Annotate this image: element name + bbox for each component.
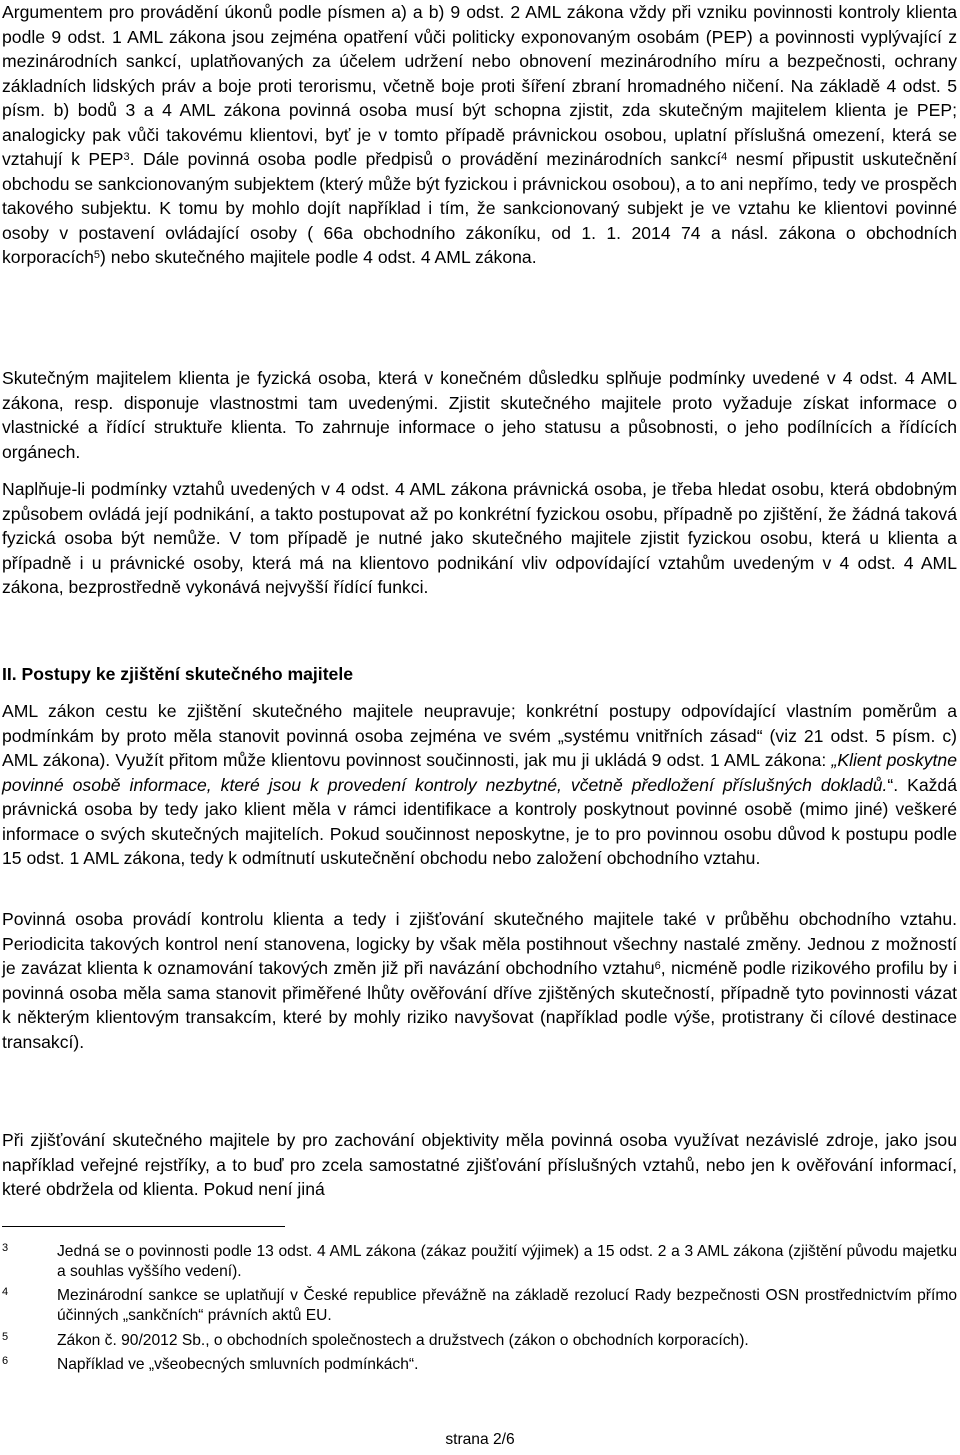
- footnote-text: Zákon č. 90/2012 Sb., o obchodních společnostech a družstvech (zákon o obchodních korporacích).: [57, 1332, 749, 1349]
- footnote-number: 4: [2, 1286, 9, 1298]
- paragraph-beneficial-owner-definition: Skutečným majitelem klienta je fyzická osoba, která v konečném důsledku splňuje podmínky uvedené v 4 odst. 4 AML zákona, resp. disponuje vlastnostmi tam uvedenými. Zjistit skutečného majitele proto vyžaduje získat informace o vlastnické a řídící struktuře klienta. To zahrnuje informace o jeho statusu a působnosti, o jeho podílnících a řídících orgánech.: [2, 368, 957, 462]
- paragraph-pep-sanctions: Argumentem pro provádění úkonů podle písmen a) a b) 9 odst. 2 AML zákona vždy při vzniku povinnosti kontroly klienta podle 9 odst. 1 AML zákona jsou zejména opatření vůči politicky exponovaným osobám (PEP) a povinnosti vyplývající z mezinárodních sankcí, uplatňovaných za účelem udržení nebo obnovení mezinárodního míru a bezpečnosti, ochrany základních lidských práv a boje proti terorismu, včetně boje proti šíření zbraní hromadného ničení. Na základě 4 odst. 5 písm. b) bodů 3 a 4 AML zákona povinná osoba musí být schopna zjistit, zda skutečným majitelem klienta je PEP; analogicky pak vůči takovému klientovi, byť je v tomto případě právnickou osobou, uplatní příslušná omezení, která se vztahují k PEP$^3$. Dále povinná osoba podle předpisů o provádění mezinárodních sankcí$^4$ nesmí připustit uskutečnění obchodu se sankcionovaným subjektem (který může být fyzickou i právnickou osobou), a to ani nepřímo, tedy ve prospěch takového subjektu. K tomu by mohlo dojít například i tím, že sankcionovaný subjekt je ve vztahu ke klientovi povinné osoby v postavení ovládající osoby ( 66a obchodního zákoníku, od 1. 1. 2014 74 a násl. zákona o obchodních korporacích$^5$) nebo skutečného majitele podle 4 odst. 4 AML zákona.: [2, 2, 957, 267]
- footnote-divider: [2, 1226, 285, 1227]
- footnote-ref-4[interactable]: 4: [721, 151, 728, 163]
- footnote-ref-5[interactable]: 5: [93, 249, 101, 261]
- footnote-ref-3[interactable]: 3: [123, 151, 130, 163]
- footnote-text: Například ve „všeobecných smluvních podmínkách“.: [57, 1356, 419, 1373]
- section-heading: II. Postupy ke zjištění skutečného majitele: [2, 664, 354, 684]
- paragraph-legal-person-owner: Naplňuje-li podmínky vztahů uvedených v 4 odst. 4 AML zákona právnická osoba, je třeba hledat osobu, která obdobným způsobem ovládá její podnikání, a takto postupovat až po konkrétní fyzickou osobu, případně po zjištění, že žádná taková fyzická osoba být nemůže. V tom případě je nutné jako skutečného majitele zjistit fyzickou osobu, která u klienta a případně i u právnické osoby, která má na klientovo podnikání vliv odpovídající vztahům uvedeným v 4 odst. 4 AML zákona, bezprostředně vykonává nejvyšší řídící funkci.: [2, 479, 957, 597]
- paragraph-procedures: AML zákon cestu ke zjištění skutečného majitele neupravuje; konkrétní postupy odpovídající vlastním poměrům a podmínkám by proto měla stanovit povinná osoba zejména ve svém „systému vnitřních zásad“ (viz 21 odst. 5 písm. c) AML zákona). Využít přitom může klientovu povinnost součinnosti, jak mu ji ukládá 9 odst. 1 AML zákona: „Klient poskytne povinné osobě informace, které jsou k provedení kontroly nezbytné, včetně předložení příslušných dokladů.“. Každá právnická osoba by tedy jako klient měla v rámci identifikace a kontroly poskytnout povinné osobě (mimo jiné) veškeré informace o svých skutečných majitelích. Pokud součinnost neposkytne, je to pro povinnou osobu důvod k postupu podle 15 odst. 1 AML zákona, tedy k odmítnutí uskutečnění obchodu nebo založení obchodního vztahu.: [2, 701, 957, 868]
- footnote-number: 6: [2, 1355, 9, 1367]
- paragraph-independent-sources: Při zjišťování skutečného majitele by pro zachování objektivity měla povinná osoba využívat nezávislé zdroje, jako jsou například veřejné rejstříky, a to buď pro zcela samostatné zjišťování příslušných vztahů, nebo jen k ověřování informací, které obdržela od klienta. Pokud není jiná: [2, 1130, 957, 1199]
- law-quote: „Klient poskytne povinné osobě informace, které jsou k provedení kontroly nezbytné, včetně předložení příslušných dokladů.: [2, 750, 957, 795]
- paragraph-ongoing-control: Povinná osoba provádí kontrolu klienta a tedy i zjišťování skutečného majitele také v průběhu obchodního vztahu. Periodicita takových kontrol není stanovena, logicky by však měla postihnout všechny nastalé změny. Jednou z možností je zavázat klienta k oznamování takových změn již při navázání obchodního vztahu$^6$, nicméně podle rizikového profilu by i povinná osoba měla sama stanovit přiměřené lhůty ověřování dříve zjištěných skutečností, případně tyto povinnosti vázat k některým klientovým transakcím, které by mohly riziko navyšovat (například podle výše, protistrany či cílové destinace transakcí).: [2, 909, 957, 1052]
- footnote-text: Mezinárodní sankce se uplatňují v České republice převážně na základě rezolucí Rady bezpečnosti OSN prostřednictvím přímo účinných „sankčních“ právních aktů EU.: [57, 1287, 957, 1324]
- footnote-ref-6[interactable]: 6: [654, 960, 661, 972]
- footnote-number: 5: [2, 1331, 9, 1343]
- footnote-text: Jedná se o povinnosti podle 13 odst. 4 AML zákona (zákaz použití výjimek) a 15 odst. 2 a 3 AML zákona (zjištění původu majetku a souhlas vyššího vedení).: [57, 1243, 957, 1280]
- footnote-number: 3: [2, 1242, 9, 1254]
- page-number: strana 2/6: [445, 1431, 515, 1448]
